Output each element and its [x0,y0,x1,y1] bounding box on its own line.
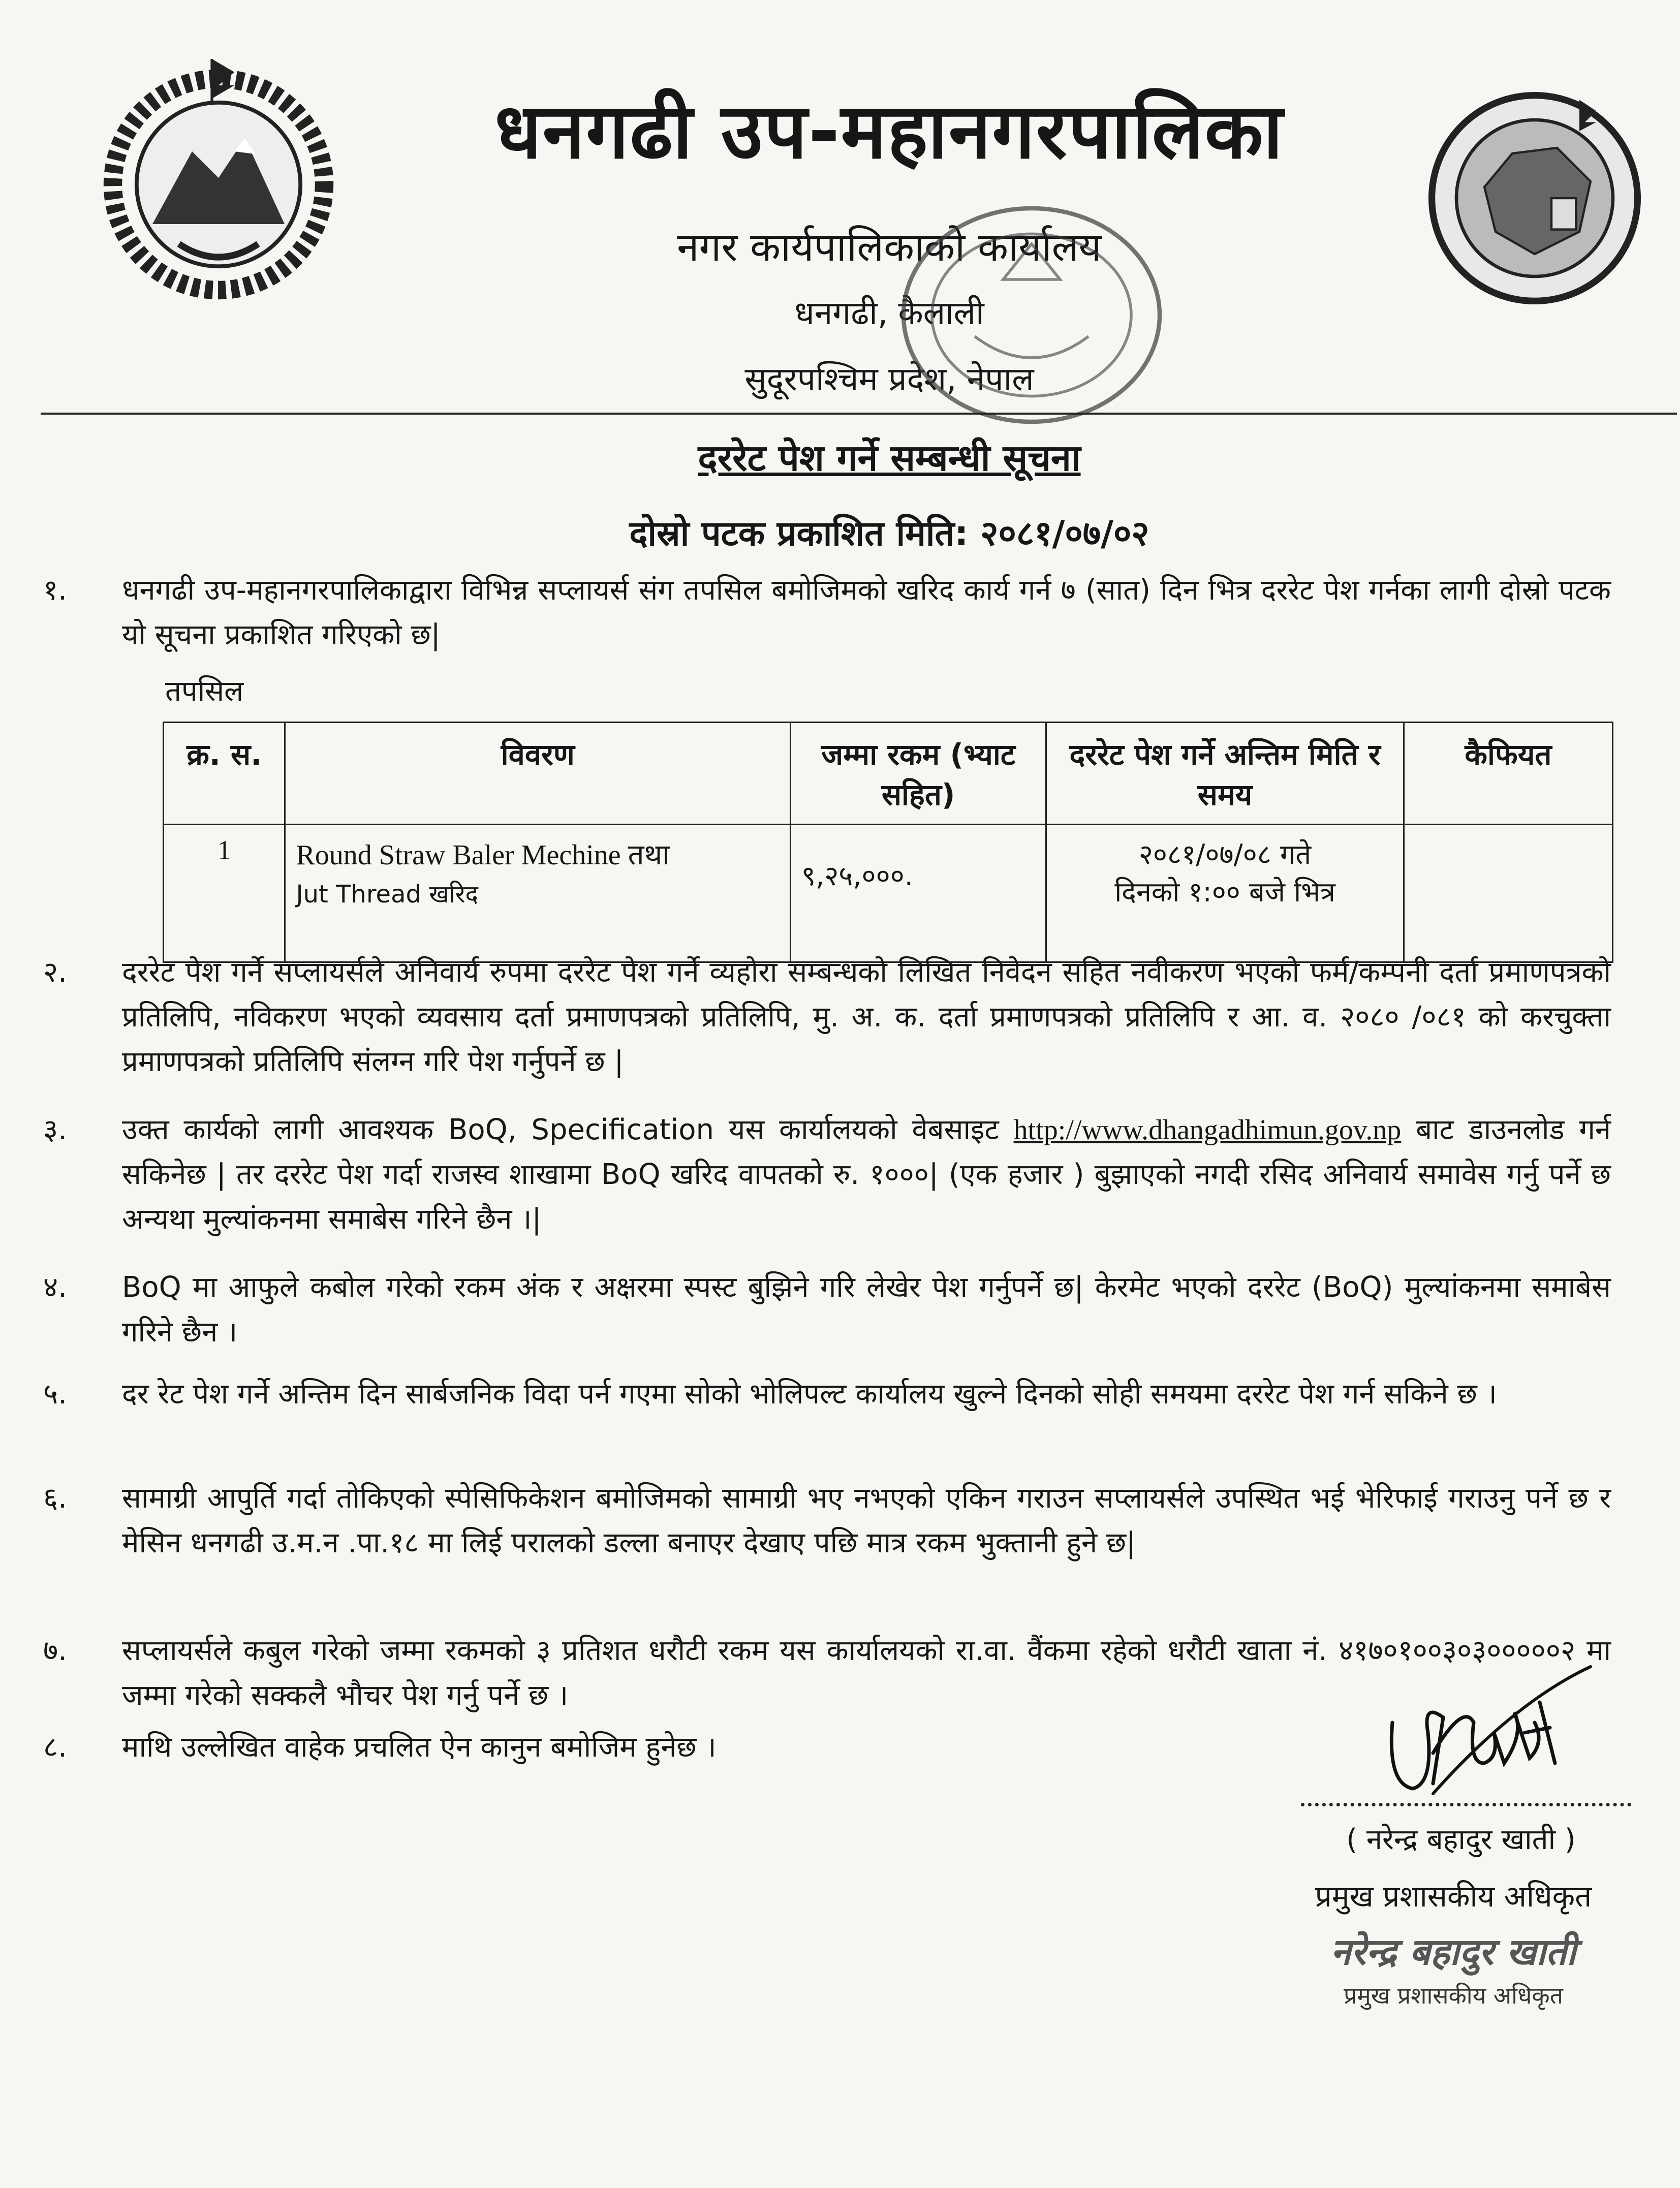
office-address: धनगढी, कैलाली [794,295,984,332]
paragraph-number: ८. [43,1731,67,1764]
header-divider [41,413,1677,415]
municipality-title: धनगढी उप-महानगरपालिका [494,87,1284,176]
paragraph-2 [43,950,1611,1084]
paragraph-6 [43,1476,1611,1566]
website-link[interactable]: http://www.dhangadhimun.gov.np [1013,1114,1402,1146]
office-name: नगर कार्यपालिकाको कार्यालय [677,225,1102,270]
paragraph-text: धनगढी उप-महानगरपालिकाद्वारा विभिन्न सप्लायर्स संग तपसिल बमोजिमको खरिद कार्य गर्न ७ (सात) दिन भित्र दररेट पेश गर्नका लागी दोस्रो पटक यो सूचना प्रकाशित गरिएको छ| [122,574,1611,651]
cell-description [285,825,791,962]
paragraph-number: २. [43,956,67,989]
paragraph-5 [43,1372,1611,1417]
paragraph-1 [43,568,1611,658]
handwritten-signature [1372,1662,1596,1809]
paragraph-number: ४. [43,1271,67,1304]
cell-deadline [1046,825,1404,962]
schedule-label: तपसिल [165,675,244,708]
paragraph-text: BoQ मा आफुले कबोल गरेको रकम अंक र अक्षरमा स्पस्ट बुझिने गरि लेखेर पेश गर्नुपर्ने छ| केरमेट भएको दररेट (BoQ) मुल्यांकनमा समाबेस गरिने छैन । [122,1271,1611,1349]
paragraph-3 [43,1108,1611,1242]
paragraph-4 [43,1265,1611,1355]
signature-line [1301,1803,1631,1806]
office-seal-stamp [889,193,1174,437]
paragraph-text-a: उक्त कार्यको लागी आवश्यक BoQ, Specification यस कार्यालयको वेबसाइट [122,1113,1014,1146]
signer-title: प्रमुख प्रशासकीय अधिकृत [1315,1879,1592,1914]
header-deadline: दररेट पेश गर्ने अन्तिम मिति र समय [1046,723,1404,825]
table-row [164,825,1613,962]
amount-value: ९,२५,०००. [801,860,913,892]
cell-sn: 1 [164,825,285,962]
notice-heading: दररेट पेश गर्ने सम्बन्धी सूचना [698,436,1081,479]
item-name: Round Straw Baler Mechine तथा [296,839,670,871]
paragraph-number: ५. [43,1378,67,1411]
header-description: विवरण [285,723,791,825]
cell-remarks [1404,825,1612,962]
paragraph-8 [43,1725,1240,1770]
signer-name: ( नरेन्द्र बहादुर खाती ) [1346,1823,1576,1856]
publication-date: दोस्रो पटक प्रकाशित मिति: २०८१/०७/०२ [629,514,1149,554]
deadline-date: २०८१/०७/०८ गते [1138,838,1312,870]
paragraph-text: सामाग्री आपुर्ति गर्दा तोकिएको स्पेसिफिकेशन बमोजिमको सामाग्री भए नभएको एकिन गराउन सप्लायर्सले उपस्थित भई भेरिफाई गराउनु पर्ने छ र मेसिन धनगढी उ.म.न .पा.१८ मा लिई परालको डल्ला बनाएर देखाए पछि मात्र रकम भुक्तानी हुने छ| [122,1482,1611,1559]
name-stamp: नरेन्द्र बहादुर खाती [1330,1930,1576,1973]
table-header-row [164,723,1613,825]
paragraph-text: दररेट पेश गर्ने सप्लायर्सले अनिवार्य रुपमा दररेट पेश गर्ने व्यहोरा सम्बन्धको लिखित निवेदन सहित नवीकरण भएको फर्म/कम्पनी दर्ता प्रमाणपत्रको प्रतिलिपि, नविकरण भएको व्यवसाय दर्ता प्रमाणपत्रको प्रतिलिपि, मु. अ. क. दर्ता प्रमाणपत्रको प्रतिलिपि र आ. व. २०८० /०८१ को करचुक्ता प्रमाणपत्रको प्रतिलिपि संलग्न गरि पेश गर्नुपर्ने छ | [122,956,1611,1078]
header-sn: क्र. स. [164,723,285,825]
nepal-emblem-logo [86,46,351,310]
deadline-time: दिनको १:०० बजे भित्र [1114,876,1335,908]
paragraph-text: माथि उल्लेखित वाहेक प्रचलित ऐन कानुन बमोजिम हुनेछ । [122,1731,717,1764]
quotation-table [163,722,1613,963]
paragraph-text-b: बाट डाउनलोड गर्न सकिनेछ | तर दररेट पेश गर्दा राजस्व शाखामा BoQ खरिद वापतको रु. १०००| (एक हजार ) बुझाएको नगदी रसिद अनिवार्य समावेस गर्नु पर्ने छ अन्यथा मुल्यांकनमा समाबेस गरिने छैन ।| [122,1113,1611,1236]
title-stamp: प्रमुख प्रशासकीय अधिकृत [1344,1982,1563,2009]
paragraph-number: ६. [43,1482,67,1515]
cell-amount [790,825,1046,962]
office-province: सुदूरपश्चिम प्रदेश, नेपाल [744,361,1034,398]
paragraph-text: सप्लायर्सले कबुल गरेको जम्मा रकमको ३ प्रतिशत धरौटी रकम यस कार्यालयको रा.वा. वैंकमा रहेको धरौटी खाता नं. ४१७०१००३०३०००००२ मा जम्मा गरेको सक्कलै भौचर पेश गर्नु पर्ने छ । [122,1634,1611,1712]
paragraph-number: ७. [43,1634,67,1667]
header-remarks: कैफियत [1404,723,1612,825]
item-subtitle: Jut Thread खरिद [296,880,479,909]
header-amount: जम्मा रकम (भ्याट सहित) [790,723,1046,825]
paragraph-number: १. [43,574,67,607]
municipality-logo [1413,86,1657,310]
paragraph-text: दर रेट पेश गर्ने अन्तिम दिन सार्बजनिक विदा पर्न गएमा सोको भोलिपल्ट कार्यालय खुल्ने दिनको सोही समयमा दररेट पेश गर्न सकिने छ । [122,1378,1497,1411]
paragraph-number: ३. [43,1113,67,1146]
